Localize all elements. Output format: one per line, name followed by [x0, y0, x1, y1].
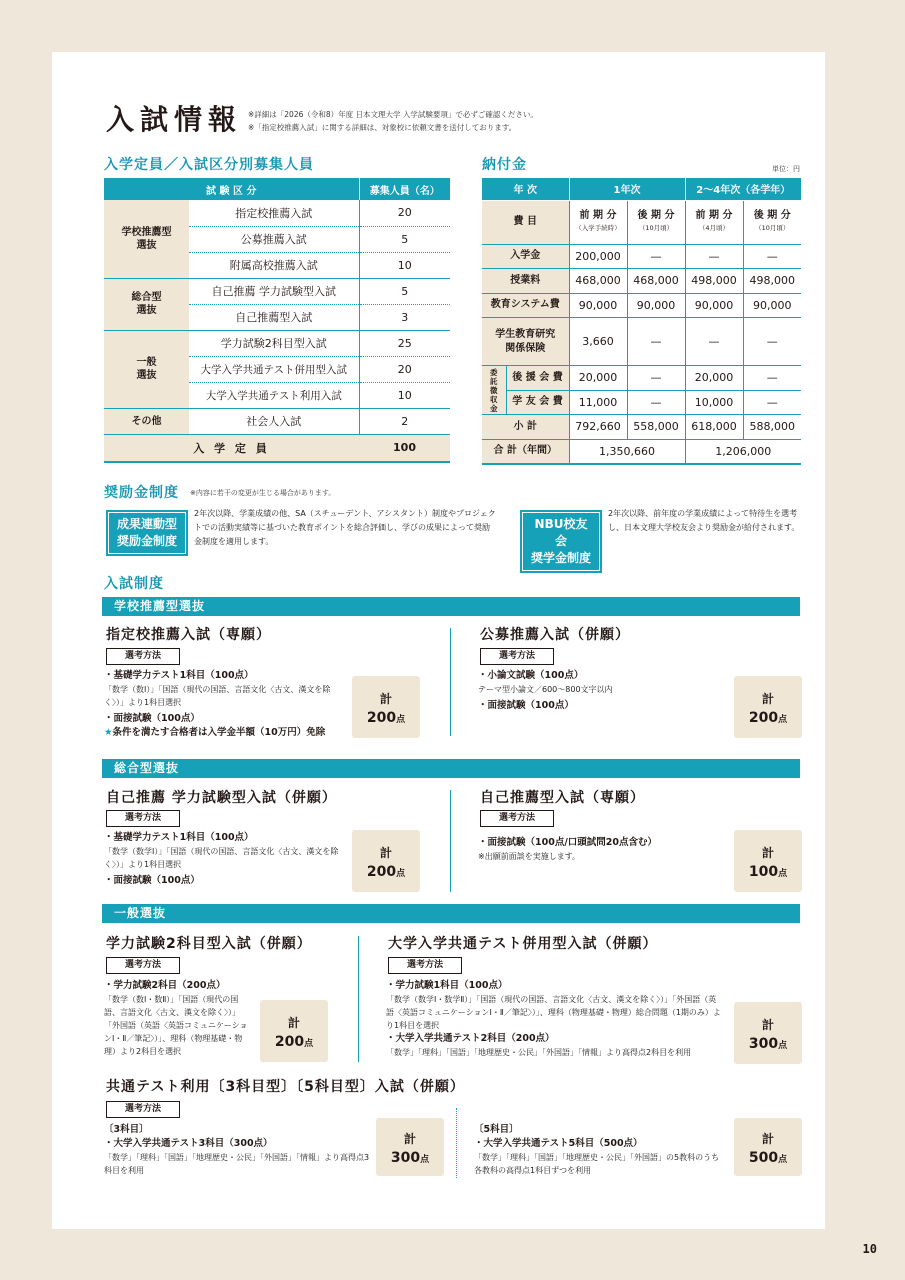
exam-capacity: 5 [359, 226, 450, 252]
common-right-total-box [734, 1118, 802, 1176]
common-right-details [474, 1123, 722, 1177]
designated-star-note [104, 726, 344, 740]
fee-value: 90,000 [685, 293, 743, 318]
section-bar-school-recommendation: 学校推薦型選抜 [102, 597, 800, 616]
performance-scholarship-label [108, 512, 186, 554]
fee-value: 20,000 [685, 366, 743, 391]
combined-desc2: 「数学」「理科」「国語」「地理歴史・公民」「外国語」「情報」より高得点2科目を利用 [386, 1048, 692, 1057]
total-label: 計 [761, 1132, 774, 1146]
grand-total-label: 合 計（年間） [482, 439, 569, 464]
method-label: 選考方法 [480, 810, 554, 827]
subtotal-value: 558,000 [627, 415, 685, 440]
fee-row [482, 293, 801, 318]
fee-value: — [743, 244, 801, 269]
star-icon: ★ [104, 727, 113, 738]
fee-value: — [685, 318, 743, 366]
alumni-scholarship-label [522, 512, 600, 571]
method-label: 選考方法 [106, 648, 180, 665]
exam-name: 学力試験2科目型入試 [189, 330, 359, 356]
fee-value: 90,000 [743, 293, 801, 318]
fee-value: 3,660 [569, 318, 627, 366]
common-title: 共通テスト利用〔3科目型〕〔5科目型〕入試（併願） [106, 1079, 465, 1095]
fee-row [482, 390, 801, 415]
total-number: 200 [748, 710, 779, 726]
fee-value: 468,000 [627, 269, 685, 294]
page-number: 10 [862, 1242, 877, 1256]
title-notes [248, 108, 538, 134]
total-unit: 点 [778, 869, 788, 879]
fee-label-text: 学生教育研究 関係保険 [495, 328, 556, 354]
total-value [275, 1034, 313, 1050]
fee-value: 468,000 [569, 269, 627, 294]
star-text: 条件を満たす合格者は入学金半額（10万円）免除 [112, 727, 326, 738]
method-label: 選考方法 [106, 1101, 180, 1118]
common-left-desc: 「数学」「理科」「国語」「地理歴史・公民」「外国語」「情報」より高得点3科目を利用 [104, 1153, 370, 1175]
group-label-text: 学校推薦型 選抜 [121, 226, 172, 251]
column-divider [358, 936, 359, 1062]
method-label: 選考方法 [106, 810, 180, 827]
self-academic-item2: ・面接試験（100点） [104, 875, 200, 886]
total-number: 100 [748, 864, 779, 880]
fee-value: — [743, 366, 801, 391]
exam-name: 大学入学共通テスト利用入試 [189, 382, 359, 408]
total-capacity-label: 入 学 定 員 [104, 434, 359, 462]
total-unit: 点 [396, 715, 406, 725]
self-item1: ・面接試験（100点/口頭試問20点含む） [478, 837, 658, 848]
grand-total-value: 1,206,000 [685, 439, 801, 464]
total-value [749, 710, 787, 726]
combined-desc1: 「数学（数学Ⅰ・数学Ⅱ）」「国語（現代の国語、言語文化〈古文、漢文を除く〉）」「外国語（英語〈英語コミュニケーションⅠ・Ⅱ／筆記〉）」、理科（物理基礎・物理）総合問題（1期のみ）より1科目を選択 [386, 995, 721, 1030]
group-label: その他 [104, 408, 189, 434]
common-right-sub: 〔5科目〕 [474, 1124, 519, 1135]
self-desc1: ※出願前面談を実施します。 [478, 852, 581, 861]
group-label [104, 330, 189, 408]
group-label [104, 200, 189, 278]
fee-value: 498,000 [743, 269, 801, 294]
system-heading: 入試制度 [104, 576, 164, 592]
fee-row [482, 244, 801, 269]
subtotal-value: 792,660 [569, 415, 627, 440]
common-right-item: ・大学入学共通テスト5科目（500点） [474, 1138, 643, 1149]
fee-label: 入学金 [482, 244, 569, 269]
page-sheet [52, 52, 825, 1229]
fee-row [482, 269, 801, 294]
public-total-box [734, 676, 802, 738]
fee-period-header [569, 200, 627, 244]
fee-label [482, 318, 569, 366]
public-item2: ・面接試験（100点） [478, 700, 574, 711]
total-number: 500 [748, 1150, 779, 1166]
common-right-desc: 「数学」「理科」「国語」「地理歴史・公民」「外国語」の5教科のうち各教科の高得点1科目ずつを利用 [474, 1153, 720, 1175]
fees-unit: 単位：円 [772, 165, 800, 173]
total-number: 200 [274, 1034, 305, 1050]
total-value [367, 710, 405, 726]
group-label-text: 総合型 選抜 [131, 292, 162, 316]
combined-total-box [734, 1002, 802, 1064]
period-note: （4月頃） [698, 224, 730, 232]
fee-label: 授業料 [482, 269, 569, 294]
fee-total-row [482, 439, 801, 464]
total-value [749, 1150, 787, 1166]
self-title: 自己推薦型入試（専願） [480, 790, 645, 806]
total-value [391, 1150, 429, 1166]
fee-label: 後 援 会 費 [506, 366, 569, 391]
method-label: 選考方法 [388, 957, 462, 974]
self-total-box [734, 830, 802, 892]
total-unit: 点 [778, 1155, 788, 1165]
combined-item2: ・大学入学共通テスト2科目（200点） [386, 1033, 555, 1044]
self-details [478, 836, 718, 863]
fee-value: — [685, 244, 743, 269]
common-left-details [104, 1123, 374, 1177]
designated-item2: ・面接試験（100点） [104, 713, 200, 724]
total-value [749, 864, 787, 880]
total-unit: 点 [420, 1155, 430, 1165]
fee-row [482, 318, 801, 366]
fee-value: 11,000 [569, 390, 627, 415]
designated-total-box [352, 676, 420, 738]
fees-table [482, 178, 801, 465]
fee-value: — [627, 318, 685, 366]
period-note: （10月頃） [755, 224, 790, 232]
period-label: 前 期 分 [579, 210, 617, 221]
public-title: 公募推薦入試（併願） [480, 627, 630, 643]
exam-capacity: 10 [359, 382, 450, 408]
exam-capacity: 5 [359, 278, 450, 304]
page-title: 入試情報 [106, 103, 243, 136]
total-capacity-value: 100 [359, 434, 450, 462]
fee-value: 90,000 [569, 293, 627, 318]
capacity-col-header: 募集人員（名） [359, 178, 450, 200]
two-subject-details [104, 979, 250, 1058]
total-label: 計 [761, 1018, 774, 1032]
two-subject-item1: ・学力試験2科目（200点） [104, 980, 226, 991]
column-divider [450, 628, 451, 736]
total-label: 計 [403, 1132, 416, 1146]
fee-row [482, 366, 801, 391]
two-subject-desc1: 「数学（数Ⅰ・数Ⅱ）」「国語（現代の国語、言語文化〈古文、漢文を除く〉）」「外国語（英語〈英語コミュニケーションⅠ・Ⅱ／筆記〉）」、理科（物理基礎・物理）より2科目を選択 [104, 995, 248, 1056]
exam-capacity: 20 [359, 200, 450, 226]
fees-col-header: 2〜4年次（各学年） [685, 178, 801, 200]
performance-scholarship-text: 2年次以降、学業成績の他、SA（スチューデント、アシスタント）制度やプロジェクトでの活動実績等に基づいた教育ポイントを総合評価し、学びの成果によって奨励金制度を適用します。 [194, 509, 496, 546]
common-left-total-box [376, 1118, 444, 1176]
designated-item1: ・基礎学力テスト1科目（100点） [104, 670, 254, 681]
exam-name: 社会人入試 [189, 408, 359, 434]
total-number: 300 [748, 1036, 779, 1052]
total-label: 計 [287, 1016, 300, 1030]
total-unit: 点 [396, 869, 406, 879]
fee-period-header [627, 200, 685, 244]
total-unit: 点 [778, 715, 788, 725]
capacity-table [104, 178, 450, 463]
note-line: ※詳細は「2026（令和8）年度 日本文理大学 入学試験要項」で必ずご確認ください。 [248, 110, 538, 119]
subtotal-value: 588,000 [743, 415, 801, 440]
exam-capacity: 20 [359, 356, 450, 382]
total-value [749, 1036, 787, 1052]
period-label: 前 期 分 [695, 210, 733, 221]
exam-name: 公募推薦入試 [189, 226, 359, 252]
exam-name: 大学入学共通テスト併用型入試 [189, 356, 359, 382]
public-details [478, 669, 718, 713]
fee-value: — [743, 390, 801, 415]
total-unit: 点 [304, 1039, 314, 1049]
total-label: 計 [761, 846, 774, 860]
column-divider [456, 1108, 457, 1178]
subtotal-label: 小 計 [482, 415, 569, 440]
fee-value: 20,000 [569, 366, 627, 391]
exam-capacity: 10 [359, 252, 450, 278]
fee-period-header [743, 200, 801, 244]
self-academic-details [104, 831, 344, 888]
scholarship-note: ※内容に若干の変更が生じる場合があります。 [190, 489, 336, 497]
designated-desc1: 「数学（数Ⅰ）」「国語（現代の国語、言語文化〈古文、漢文を除く〉）」より1科目選択 [104, 685, 331, 707]
exam-name: 指定校推薦入試 [189, 200, 359, 226]
column-divider [450, 790, 451, 892]
total-value [367, 864, 405, 880]
combined-title: 大学入学共通テスト併用型入試（併願） [388, 936, 658, 952]
self-academic-item1: ・基礎学力テスト1科目（100点） [104, 832, 254, 843]
exam-capacity: 3 [359, 304, 450, 330]
two-subject-title: 学力試験2科目型入試（併願） [106, 936, 312, 952]
fee-value: 498,000 [685, 269, 743, 294]
fee-value: 10,000 [685, 390, 743, 415]
label-text: 成果連動型 奨励金制度 [116, 517, 177, 548]
method-label: 選考方法 [106, 957, 180, 974]
public-desc1: テーマ型小論文／600〜800文字以内 [478, 685, 613, 694]
exam-name: 自己推薦 学力試験型入試 [189, 278, 359, 304]
label-text: NBU校友会 奨学金制度 [530, 517, 591, 565]
self-academic-desc1: 「数学（数学Ⅰ）」「国語（現代の国語、言語文化〈古文、漢文を除く〉）」より1科目選択 [104, 847, 339, 869]
grand-total-value: 1,350,660 [569, 439, 685, 464]
section-bar-comprehensive: 総合型選抜 [102, 759, 800, 778]
period-label: 後 期 分 [753, 210, 791, 221]
exam-capacity: 25 [359, 330, 450, 356]
exam-name: 附属高校推薦入試 [189, 252, 359, 278]
section-bar-general: 一般選抜 [102, 904, 800, 923]
exam-capacity: 2 [359, 408, 450, 434]
two-subject-total-box [260, 1000, 328, 1062]
period-note: （10月頃） [638, 224, 674, 232]
note-line: ※「指定校推薦入試」に関する詳細は、対象校に依頼文書を送付しております。 [248, 123, 517, 132]
fee-value: — [627, 366, 685, 391]
period-label: 後 期 分 [637, 210, 675, 221]
common-left-item: ・大学入学共通テスト3科目（300点） [104, 1138, 273, 1149]
total-number: 300 [390, 1150, 421, 1166]
period-note: （入学手続時） [575, 224, 621, 232]
total-label: 計 [379, 846, 392, 860]
trust-collection-text: 委 託 徴 収 金 [490, 367, 498, 413]
total-label: 計 [379, 692, 392, 706]
alumni-scholarship-text: 2年次以降、前年度の学業成績によって特待生を選考し、日本文理大学校友会より奨励金が給付されます。 [608, 509, 800, 532]
fees-col-header: 年 次 [482, 178, 569, 200]
group-label-text: 一般 選抜 [136, 357, 157, 381]
designated-details [104, 669, 344, 740]
fee-label: 学 友 会 費 [506, 390, 569, 415]
public-item1: ・小論文試験（100点） [478, 670, 584, 681]
group-label [104, 278, 189, 330]
capacity-heading: 入学定員／入試区分別募集人員 [104, 157, 314, 173]
method-label: 選考方法 [480, 648, 554, 665]
fee-value: — [627, 390, 685, 415]
self-academic-title: 自己推薦 学力試験型入試（併願） [106, 790, 337, 806]
fee-subtotal-row [482, 415, 801, 440]
capacity-col-header: 試 験 区 分 [104, 178, 359, 200]
total-number: 200 [366, 864, 397, 880]
fees-col-header: 1年次 [569, 178, 685, 200]
fee-period-header [685, 200, 743, 244]
fee-value: 200,000 [569, 244, 627, 269]
total-unit: 点 [778, 1041, 788, 1051]
combined-item1: ・学力試験1科目（100点） [386, 980, 508, 991]
fees-heading: 納付金 [482, 157, 527, 173]
total-number: 200 [366, 710, 397, 726]
fee-value: — [743, 318, 801, 366]
self-academic-total-box [352, 830, 420, 892]
common-left-sub: 〔3科目〕 [104, 1124, 149, 1135]
fee-label: 教育システム費 [482, 293, 569, 318]
total-label: 計 [761, 692, 774, 706]
trust-collection-label [482, 366, 506, 415]
combined-details [386, 979, 724, 1059]
subtotal-value: 618,000 [685, 415, 743, 440]
exam-name: 自己推薦型入試 [189, 304, 359, 330]
fee-item-header: 費 目 [482, 200, 569, 244]
fee-value: — [627, 244, 685, 269]
fee-value: 90,000 [627, 293, 685, 318]
designated-title: 指定校推薦入試（専願） [106, 627, 271, 643]
scholarship-heading: 奨励金制度 [104, 485, 179, 501]
